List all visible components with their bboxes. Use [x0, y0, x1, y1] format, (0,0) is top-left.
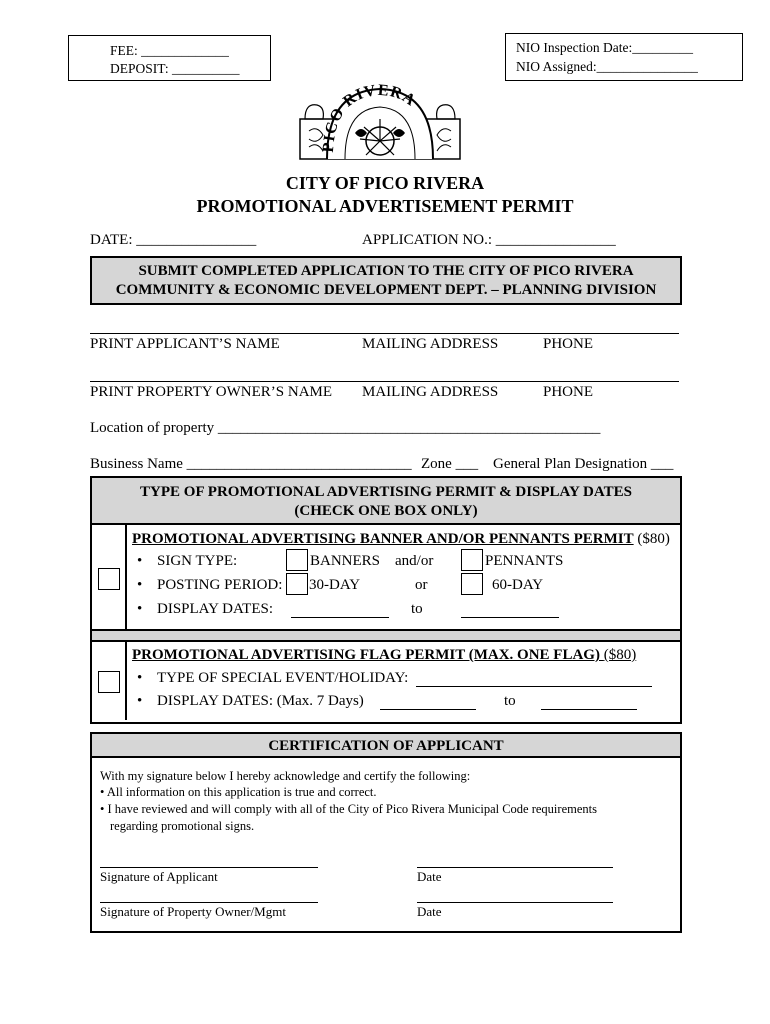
and-or-label: and/or [395, 553, 434, 569]
flag-to-label: to [504, 693, 516, 709]
applicant-signature-label: Signature of Applicant [100, 869, 218, 884]
certification-section [90, 732, 682, 933]
certification-item-2-cont: regarding promotional signs. [110, 819, 255, 833]
banner-to-label: to [411, 601, 423, 617]
banners-label: BANNERS [310, 553, 381, 569]
banner-end-date-line[interactable] [461, 617, 559, 618]
owner-info-line[interactable] [90, 381, 679, 382]
permit-type-header [92, 478, 680, 525]
permit-type-table [90, 476, 682, 724]
certification-item-1: • All information on this application is true and correct. [100, 785, 377, 799]
sign-type-label: • SIGN TYPE: [157, 552, 237, 570]
nio-assigned-field[interactable]: NIO Assigned:_______________ [516, 59, 698, 74]
banner-start-date-line[interactable] [291, 617, 389, 618]
general-plan-field[interactable]: General Plan Designation ___ [493, 456, 674, 472]
flag-start-date-line[interactable] [380, 709, 476, 710]
certification-title: CERTIFICATION OF APPLICANT [268, 738, 504, 754]
or-label: or [415, 577, 428, 593]
business-name-field[interactable]: Business Name ______________________________ [90, 456, 412, 472]
nio-inspection-date-field[interactable]: NIO Inspection Date:_________ [516, 40, 693, 55]
banners-checkbox[interactable] [286, 549, 308, 571]
special-event-line[interactable] [416, 686, 652, 687]
banner-permit-checkbox[interactable] [98, 568, 120, 590]
certification-item-2: • I have reviewed and will comply with all of the City of Pico Rivera Municipal Code requirements [100, 802, 597, 816]
location-field[interactable]: Location of property ___________________________________________________ [90, 420, 601, 436]
fee-field[interactable]: FEE: _____________ [110, 43, 229, 58]
permit-type-header-line1: TYPE OF PROMOTIONAL ADVERTISING PERMIT & DISPLAY DATES [140, 484, 632, 500]
application-no-field[interactable]: APPLICATION NO.: ________________ [362, 232, 616, 248]
owner-signature-line[interactable] [100, 902, 318, 903]
certification-header [92, 734, 680, 758]
submit-instructions-banner [90, 256, 682, 305]
owner-phone-label: PHONE [543, 384, 594, 400]
pennants-label: PENNANTS [485, 553, 564, 569]
thirty-day-checkbox[interactable] [286, 573, 308, 595]
certification-item-1-text: All information on this application is true and correct. [106, 785, 377, 799]
banner-permit-title: PROMOTIONAL ADVERTISING BANNER AND/OR PENNANTS PERMIT [132, 531, 634, 547]
thirty-day-label: 30-DAY [309, 577, 361, 593]
zone-field[interactable]: Zone ___ [421, 456, 479, 472]
flag-permit-title-row [132, 646, 636, 664]
flag-permit-fee: ($80) [603, 647, 637, 663]
nio-box [505, 33, 743, 81]
sixty-day-checkbox[interactable] [461, 573, 483, 595]
owner-date-line[interactable] [417, 902, 613, 903]
certification-intro: With my signature below I hereby acknowledge and certify the following: [100, 769, 471, 783]
deposit-field[interactable]: DEPOSIT: __________ [110, 61, 240, 76]
banner-section-divider [125, 525, 127, 629]
posting-period-label: • POSTING PERIOD: [157, 576, 282, 594]
owner-address-label: MAILING ADDRESS [362, 384, 499, 400]
owner-date-label: Date [417, 904, 442, 919]
applicant-name-label: PRINT APPLICANT’S NAME [90, 336, 280, 352]
owner-signature-label: Signature of Property Owner/Mgmt [100, 904, 286, 919]
svg-text:PICO RIVERA: PICO RIVERA [319, 83, 420, 154]
flag-display-dates-label: • DISPLAY DATES: (Max. 7 Days) [157, 692, 364, 710]
certification-item-2-text: I have reviewed and will comply with all of the City of Pico Rivera Municipal Code requirements [107, 802, 597, 816]
page-title-line2: PROMOTIONAL ADVERTISEMENT PERMIT [196, 196, 574, 216]
flag-permit-title: PROMOTIONAL ADVERTISING FLAG PERMIT (MAX. ONE FLAG) [132, 647, 604, 663]
permit-type-header-line2: (CHECK ONE BOX ONLY) [294, 503, 478, 519]
submit-line2: COMMUNITY & ECONOMIC DEVELOPMENT DEPT. – PLANNING DIVISION [115, 282, 657, 298]
date-field[interactable]: DATE: ________________ [90, 232, 257, 248]
applicant-date-label: Date [417, 869, 442, 884]
display-dates-label: • DISPLAY DATES: [157, 600, 273, 618]
submit-line1: SUBMIT COMPLETED APPLICATION TO THE CITY OF PICO RIVERA [138, 263, 634, 279]
banner-permit-fee: ($80) [633, 531, 670, 547]
applicant-phone-label: PHONE [543, 336, 594, 352]
applicant-date-line[interactable] [417, 867, 613, 868]
flag-end-date-line[interactable] [541, 709, 637, 710]
owner-name-label: PRINT PROPERTY OWNER’S NAME [90, 384, 333, 400]
city-seal-icon [295, 83, 465, 163]
city-logo [295, 83, 465, 163]
section-separator [92, 629, 680, 642]
sixty-day-label: 60-DAY [492, 577, 544, 593]
applicant-signature-line[interactable] [100, 867, 318, 868]
pennants-checkbox[interactable] [461, 549, 483, 571]
applicant-info-line[interactable] [90, 333, 679, 334]
flag-section-divider [125, 640, 127, 720]
flag-permit-checkbox[interactable] [98, 671, 120, 693]
fee-box [68, 35, 271, 81]
page-title-line1: CITY OF PICO RIVERA [285, 173, 485, 193]
special-event-label: • TYPE OF SPECIAL EVENT/HOLIDAY: [157, 669, 408, 687]
banner-permit-title-row [132, 530, 670, 548]
applicant-address-label: MAILING ADDRESS [362, 336, 499, 352]
